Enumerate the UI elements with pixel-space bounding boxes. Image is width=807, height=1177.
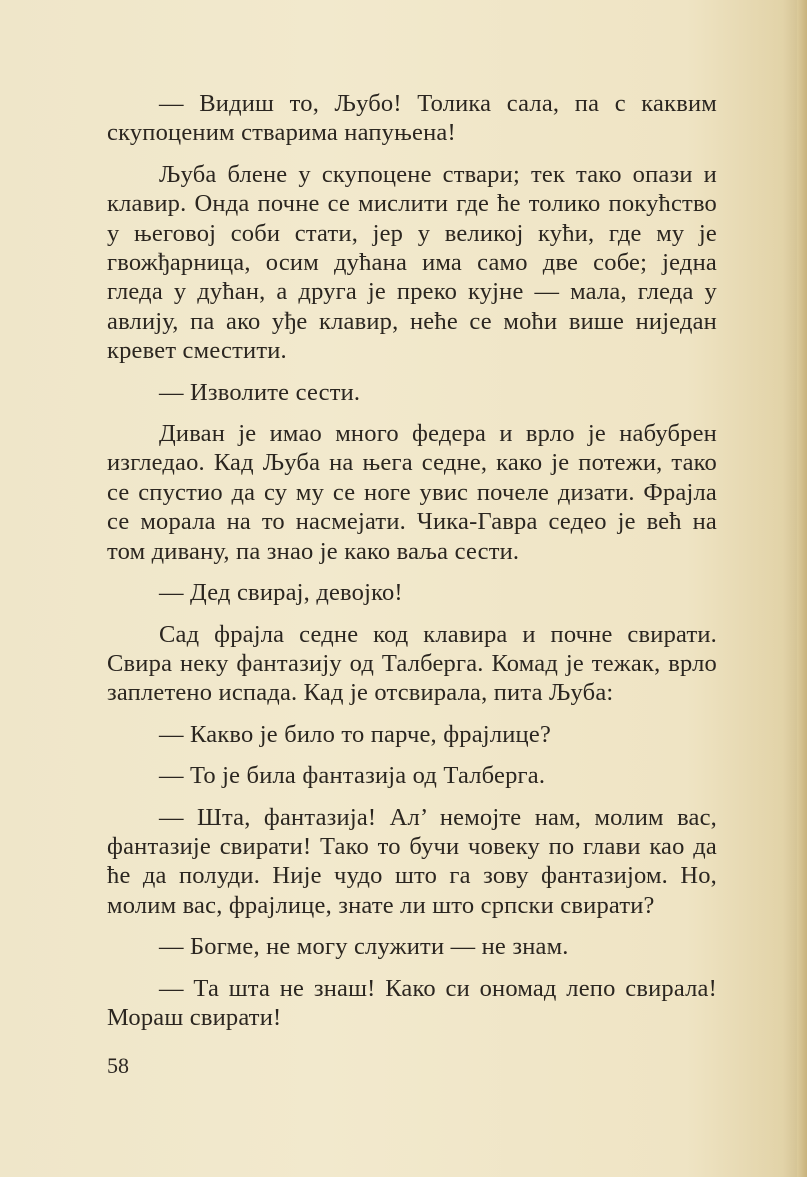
paragraph: — Какво је било то парче, фрајлице?: [159, 720, 552, 748]
paragraph: — Видиш то, Љубо! Толика сала, па с каквим скупоценим стварима напуњена!: [107, 90, 717, 147]
paragraph: Љуба блене у скупоцене ствари; тек тако опази и клавир. Онда почне се мислити где ће толико покућство у његовој соби стати, јер у великој кући, где му је гвожђарница, осим дућана има само две собе; једна гледа у дућан, а друга је преко кујне — мала, гледа у авлију, па ако уђе клавир, неће се моћи више ниједан кревет сместити.: [107, 160, 717, 365]
paragraph: — Шта, фантазија! Ал’ немојте нам, молим вас, фантазије свирати! Тако то бучи човеку по глави као да ће да полуди. Није чудо што га зову фантазијом. Но, молим вас, фрајлице, знате ли што српски свирати?: [107, 803, 717, 919]
page-number: 58: [107, 1053, 129, 1078]
paragraph: Сад фрајла седне код клавира и почне свирати. Свира неку фантазију од Талберга. Комад је тежак, врло заплетено испада. Кад је отсвирала, пита Љуба:: [107, 620, 717, 707]
page-edge: [797, 0, 807, 1177]
paragraph: — Та шта не знаш! Како си ономад лепо свирала! Мораш свирати!: [107, 974, 717, 1031]
body-text: [107, 89, 717, 1044]
paragraph: — Изволите сести.: [159, 378, 361, 406]
paragraph: — Богме, не могу служити — не знам.: [159, 933, 569, 961]
paragraph: Диван је имао много федера и врло је набубрен изгледао. Кад Љуба на њега седне, како је потежи, тако се спустио да су му се ноге увис почеле дизати. Фрајла се морала на то насмејати. Чика-Гавра седео је већ на том дивану, па знао је како ваља сести.: [107, 420, 717, 565]
paragraph: — Дед свирај, девојко!: [159, 579, 403, 607]
paragraph: — То је била фантазија од Талберга.: [159, 762, 546, 790]
